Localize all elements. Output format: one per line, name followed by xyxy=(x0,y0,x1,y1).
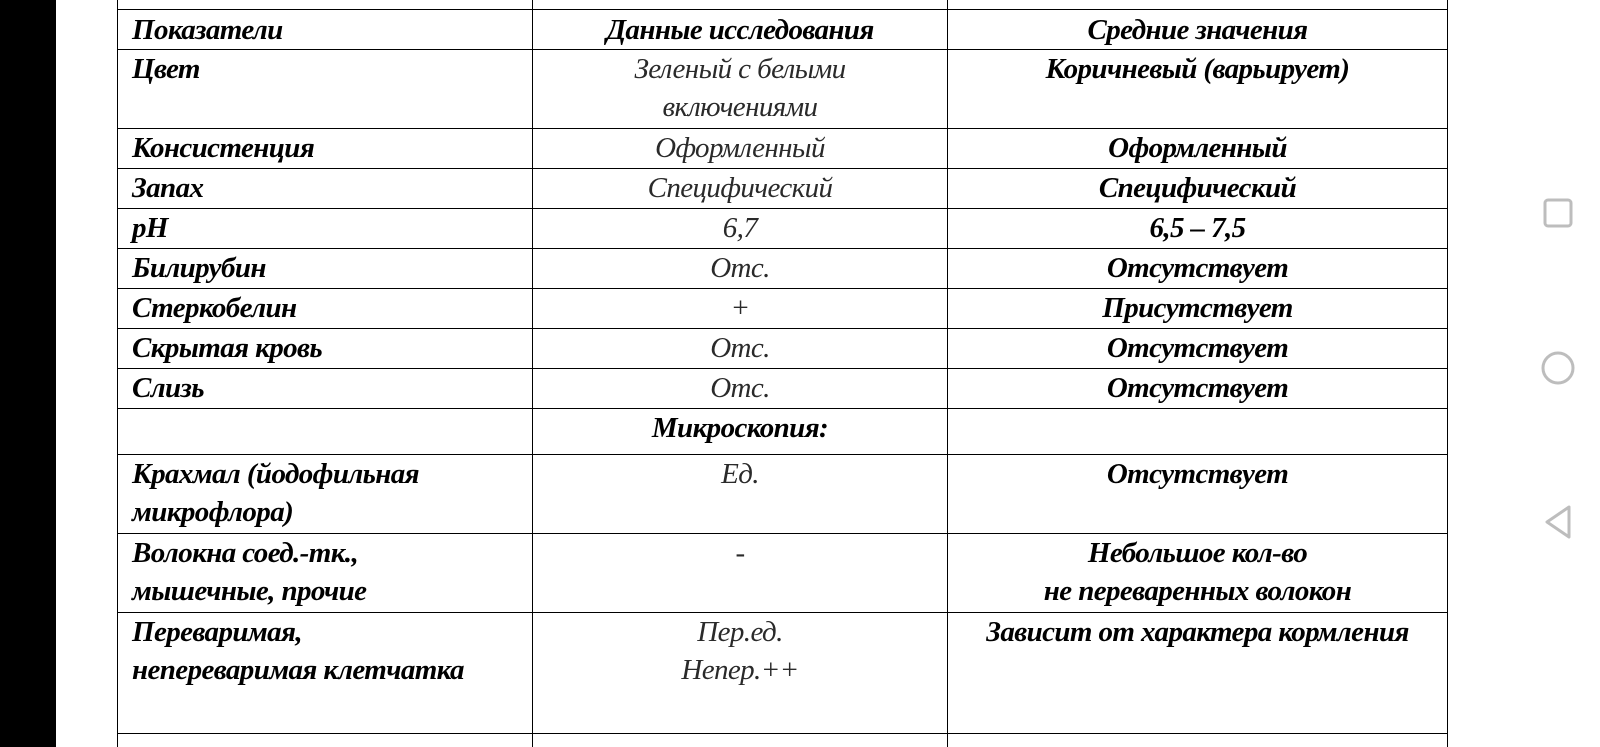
row-name: Запах xyxy=(118,169,533,209)
table-row xyxy=(118,369,1448,409)
row-data: Оформленный xyxy=(533,129,948,169)
row-norm: Отсутствует xyxy=(948,329,1448,369)
table-row xyxy=(118,169,1448,209)
table-row xyxy=(118,534,1448,613)
row-name: Скрытая кровь xyxy=(118,329,533,369)
row-norm: Присутствует xyxy=(948,289,1448,329)
row-data: Отс. xyxy=(533,249,948,289)
row-data: Ед. xyxy=(533,455,948,534)
row-name: Билирубин xyxy=(118,249,533,289)
row-name: Консистенция xyxy=(118,129,533,169)
row-norm: Отсутствует xyxy=(948,249,1448,289)
table-row xyxy=(118,613,1448,734)
row-data: Специфический xyxy=(533,169,948,209)
section-row xyxy=(118,409,1448,455)
row-data-line: Пер.ед. xyxy=(697,616,783,648)
left-black-bar xyxy=(0,0,56,747)
section-title: Микроскопия: xyxy=(533,409,948,455)
row-data: + xyxy=(533,289,948,329)
navigation-bar xyxy=(1516,0,1600,747)
square-icon xyxy=(1542,197,1574,229)
row-data-line: Непер.++ xyxy=(681,654,799,686)
row-data: Отс. xyxy=(533,369,948,409)
row-name xyxy=(118,613,533,734)
header-research-data: Данные исследования xyxy=(533,10,948,50)
row-data-line: Зеленый с белыми xyxy=(634,53,846,85)
row-name xyxy=(118,455,533,534)
row-norm: Зависит от характера кормления xyxy=(948,613,1448,734)
row-name xyxy=(118,534,533,613)
table-row xyxy=(118,0,1448,10)
table-row xyxy=(118,455,1448,534)
back-button[interactable] xyxy=(1540,504,1576,540)
analysis-table xyxy=(117,0,1448,747)
table-row xyxy=(118,249,1448,289)
row-norm-line: Небольшое кол-во xyxy=(1087,537,1308,569)
triangle-back-icon xyxy=(1542,504,1574,540)
row-norm xyxy=(948,534,1448,613)
row-name-line: мышечные, прочие xyxy=(132,575,367,607)
row-name: Слизь xyxy=(118,369,533,409)
row-name-line: Крахмал (йодофильная xyxy=(132,458,420,490)
table-row xyxy=(118,209,1448,249)
row-norm: 6,5 – 7,5 xyxy=(948,209,1448,249)
row-data xyxy=(533,613,948,734)
table-row xyxy=(118,329,1448,369)
row-norm: Отсутствует xyxy=(948,369,1448,409)
header-average-values: Средние значения xyxy=(948,10,1448,50)
row-data: Отс. xyxy=(533,329,948,369)
row-name-line: Переваримая, xyxy=(132,616,303,648)
row-name-line: Волокна соед.-тк., xyxy=(132,537,359,569)
recents-button[interactable] xyxy=(1540,195,1576,231)
row-norm: Оформленный xyxy=(948,129,1448,169)
document-page[interactable] xyxy=(56,0,1516,747)
header-indicator: Показатели xyxy=(118,10,533,50)
row-data xyxy=(533,50,948,129)
row-norm-line: не переваренных волокон xyxy=(1043,575,1352,607)
row-name-line: непереваримая клетчатка xyxy=(132,654,464,686)
row-norm: Коричневый (варьирует) xyxy=(948,50,1448,129)
row-norm: Отсутствует xyxy=(948,455,1448,534)
row-data: - xyxy=(533,534,948,613)
table-header-row xyxy=(118,10,1448,50)
row-name: Стеркобелин xyxy=(118,289,533,329)
row-name-line: микрофлора) xyxy=(132,496,294,528)
row-name: Цвет xyxy=(118,50,533,129)
table-row xyxy=(118,129,1448,169)
row-data-line: включениями xyxy=(662,91,818,123)
home-button[interactable] xyxy=(1540,350,1576,386)
table-row xyxy=(118,289,1448,329)
row-name: pH xyxy=(118,209,533,249)
table-row xyxy=(118,734,1448,747)
row-norm: Специфический xyxy=(948,169,1448,209)
circle-icon xyxy=(1540,350,1576,386)
table-row xyxy=(118,50,1448,129)
row-data: 6,7 xyxy=(533,209,948,249)
